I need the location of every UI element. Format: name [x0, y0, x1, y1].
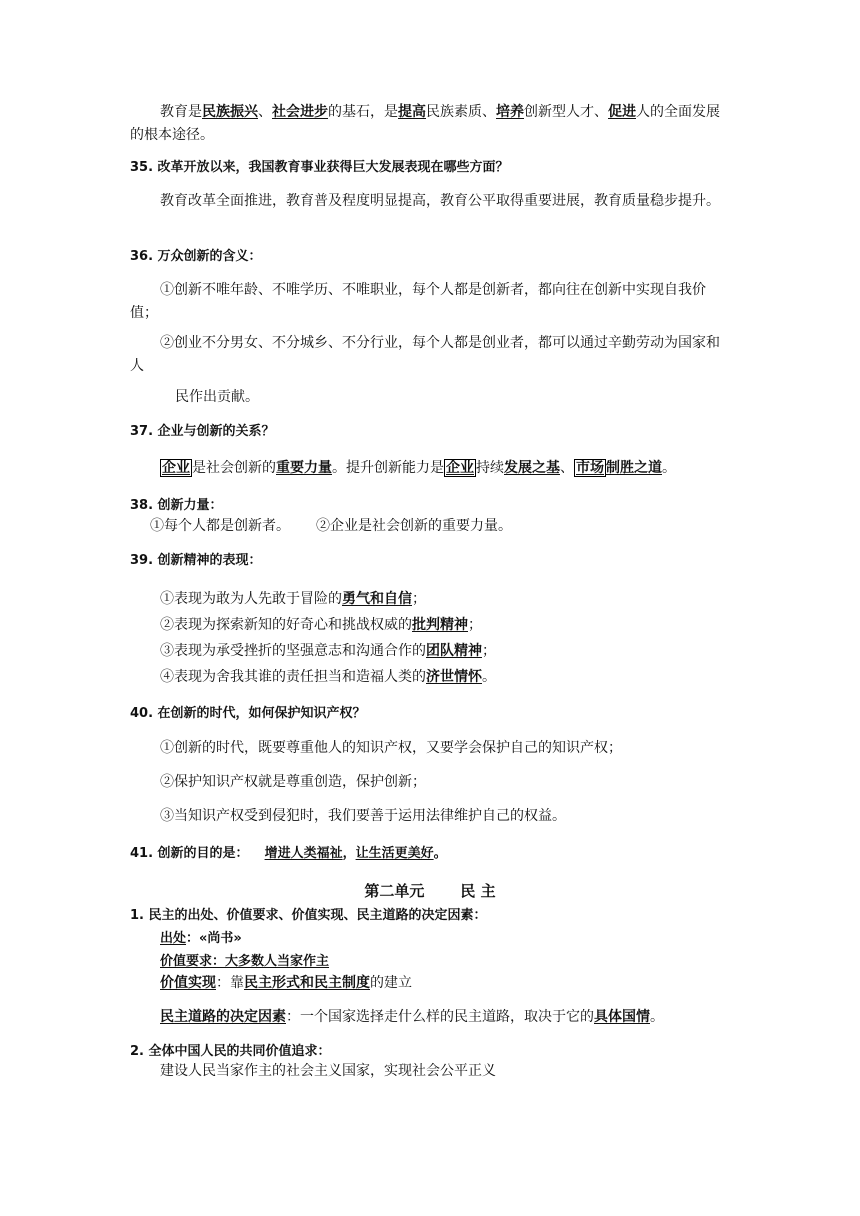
heading-35: 35. 改革开放以来，我国教育事业获得巨大发展表现在哪些方面？: [130, 160, 509, 175]
heading-41: 41. 创新的目的是： 增进人类福祉，让生活更美好。: [130, 846, 447, 861]
heading-u2-2: 2. 全体中国人民的共同价值追求：: [130, 1044, 331, 1059]
heading-36: 36. 万众创新的含义：: [130, 249, 262, 264]
unit-title: 第二单元 民 主: [364, 882, 496, 900]
answer-39-4: ④表现为舍我其谁的责任担当和造福人类的济世情怀。: [160, 669, 496, 685]
answer-39-3: ③表现为承受挫折的坚强意志和沟通合作的团队精神；: [160, 643, 496, 659]
u2-origin: 出处：«尚书»: [160, 931, 242, 946]
heading-u2-1: 1. 民主的出处、价值要求、价值实现、民主道路的决定因素：: [130, 908, 487, 923]
heading-40: 40. 在创新的时代，如何保护知识产权？: [130, 706, 366, 721]
education-paragraph: 教育是民族振兴、社会进步的基石，是提高民族素质、培养创新型人才、促进人的全面发展的根本途径。: [130, 104, 720, 143]
answer-36-2-cont: 民作出贡献。: [175, 389, 259, 405]
answer-39-1: ①表现为敢为人先敢于冒险的勇气和自信；: [160, 591, 426, 607]
answer-39-2: ②表现为探索新知的好奇心和挑战权威的批判精神；: [160, 617, 482, 633]
heading-37: 37. 企业与创新的关系？: [130, 424, 275, 439]
heading-38: 38. 创新力量：: [130, 498, 223, 513]
u2-value-real: 价值实现：靠民主形式和民主制度的建立: [160, 975, 412, 991]
u2-value-req: 价值要求：大多数人当家作主: [160, 954, 330, 969]
answer-40-1: ①创新的时代，既要尊重他人的知识产权，又要学会保护自己的知识产权；: [160, 740, 622, 756]
answer-40-3: ③当知识产权受到侵犯时，我们要善于运用法律维护自己的权益。: [160, 808, 566, 824]
answer-36-1: ①创新不唯年龄、不唯学历、不唯职业，每个人都是创新者，都向往在创新中实现自我价值；: [130, 282, 706, 321]
answer-38: ①每个人都是创新者。 ②企业是社会创新的重要力量。: [150, 518, 512, 534]
answer-36-2: ②创业不分男女、不分城乡、不分行业，每个人都是创业者，都可以通过辛勤劳动为国家和人: [130, 335, 720, 374]
answer-35: 教育改革全面推进，教育普及程度明显提高，教育公平取得重要进展，教育质量稳步提升。: [160, 193, 720, 209]
heading-39: 39. 创新精神的表现：: [130, 553, 262, 568]
u2-path-factor: 民主道路的决定因素：一个国家选择走什么样的民主道路，取决于它的具体国情。: [160, 1009, 664, 1025]
answer-u2-2: 建设人民当家作主的社会主义国家，实现社会公平正义: [160, 1063, 496, 1079]
answer-37: 企业 是社会创新的重要力量。提升创新能力是 企业 持续发展之基、 市场 制胜之道。: [162, 460, 676, 476]
answer-40-2: ②保护知识产权就是尊重创造，保护创新；: [160, 774, 426, 790]
